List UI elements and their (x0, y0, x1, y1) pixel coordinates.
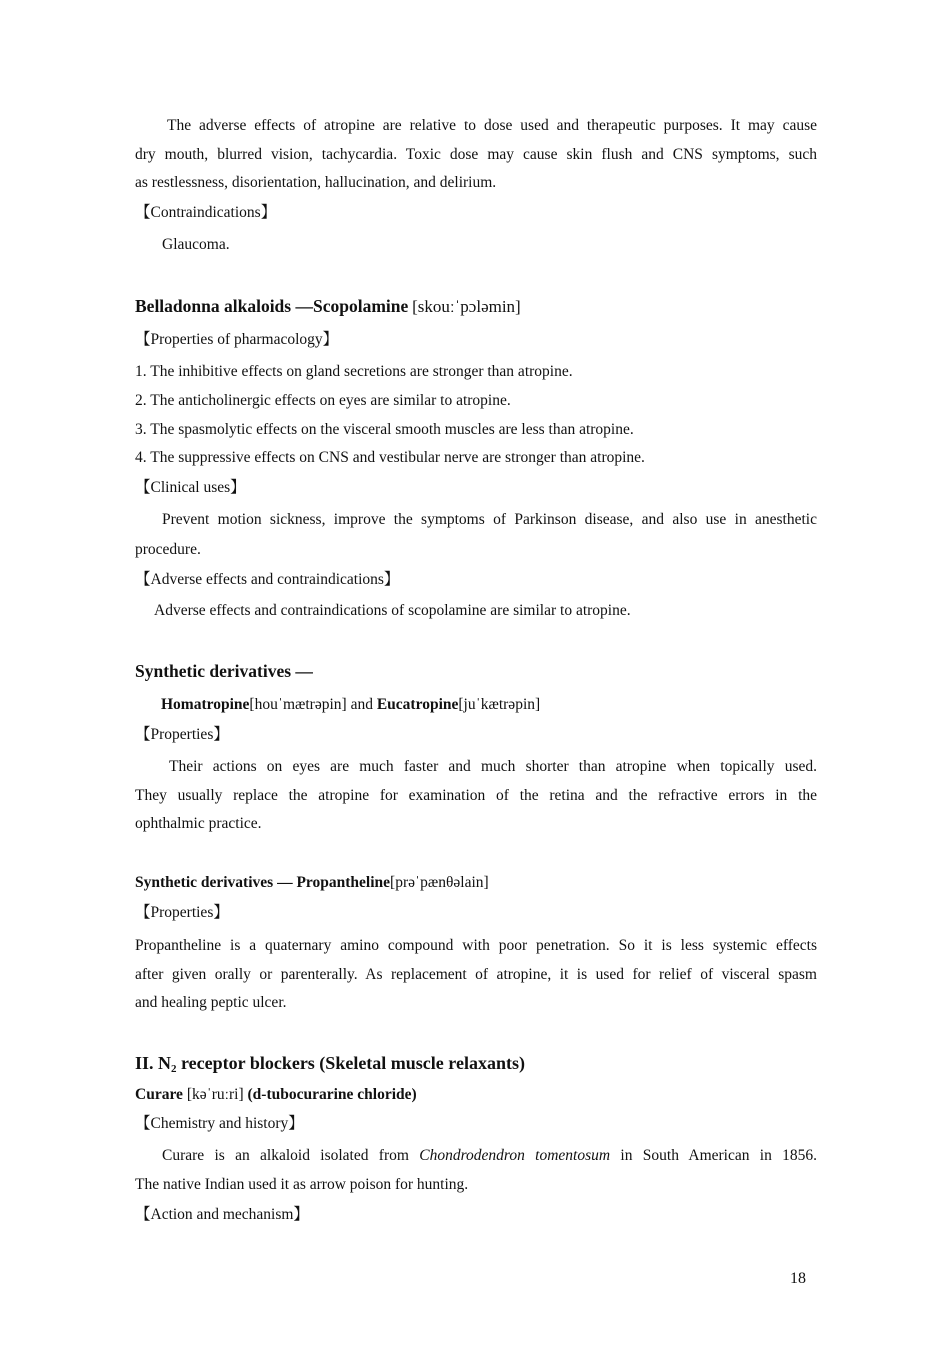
scopolamine-item-4: 4. The suppressive effects on CNS and vestibular nerve are stronger than atropine. (135, 449, 645, 466)
curare-line-1-start: Curare is an alkaloid isolated from (162, 1147, 409, 1164)
homatropine-name: Homatropine (161, 696, 250, 713)
n2-title-subscript: 2 (171, 1063, 177, 1075)
curare-line-1-end: in South American in 1856. (620, 1147, 818, 1164)
synthetic-derivatives-heading: Synthetic derivatives — (135, 661, 313, 681)
synthetic1-line-3: ophthalmic practice. (135, 815, 262, 832)
curare-line-2: The native Indian used it as arrow poison for hunting. (135, 1176, 469, 1193)
n2-receptor-heading (135, 1053, 817, 1073)
synthetic1-line-2: They usually replace the atropine for examination of the retina and the refractive errors in the (135, 787, 817, 804)
curare-chemical-name: (d-tubocurarine chloride) (247, 1086, 417, 1103)
curare-pronunciation: [kəˈruːri] (186, 1086, 244, 1103)
eucatropine-name: Eucatropine (376, 696, 459, 713)
propantheline-heading (135, 873, 817, 893)
homatropine-eucatropine-line (161, 695, 843, 715)
scopolamine-item-2: 2. The anticholinergic effects on eyes are similar to atropine. (135, 392, 511, 409)
adverse-atropine-line-2: dry mouth, blurred vision, tachycardia. Toxic dose may cause skin flush and CNS symptoms, such (135, 146, 817, 163)
scopolamine-properties-heading: 【Properties of pharmacology】 (135, 331, 339, 348)
eucatropine-pronunciation: [juˈkætrəpin] (458, 696, 541, 713)
curare-heading (135, 1085, 817, 1105)
clinical-uses-heading: 【Clinical uses】 (135, 479, 246, 496)
synthetic2-line-1: Propantheline is a quaternary amino compound with poor penetration. So it is less systemic effects (135, 937, 817, 954)
homatropine-pronunciation: [houˈmætrəpin] (249, 696, 347, 713)
curare-line-1 (135, 1146, 817, 1166)
adverse-atropine-line-3: as restlessness, disorientation, hallucination, and delirium. (135, 174, 497, 191)
adverse-atropine-line-1: The adverse effects of atropine are relative to dose used and therapeutic purposes. It may cause (167, 117, 817, 134)
curare-name: Curare (135, 1086, 183, 1103)
contraindications-heading: 【Contraindications】 (135, 204, 277, 221)
action-mechanism-heading: 【Action and mechanism】 (135, 1206, 309, 1223)
scopolamine-title: Belladonna alkaloids —Scopolamine (135, 296, 409, 316)
curare-species-name: Chondrodendron tomentosum (419, 1147, 611, 1164)
page-number: 18 (790, 1270, 806, 1287)
synthetic2-line-2: after given orally or parenterally. As replacement of atropine, it is used for relief of visceral spasm (135, 966, 817, 983)
scopolamine-adverse-text: Adverse effects and contraindications of scopolamine are similar to atropine. (154, 602, 631, 619)
synthetic1-properties-heading: 【Properties】 (135, 726, 229, 743)
scopolamine-heading (135, 296, 817, 318)
contraindications-text: Glaucoma. (162, 236, 230, 253)
clinical-uses-line-2: procedure. (135, 541, 201, 558)
n2-title-prefix: II. N (135, 1053, 172, 1073)
scopolamine-adverse-heading: 【Adverse effects and contraindications】 (135, 571, 400, 588)
scopolamine-pronunciation: [skouːˈpɔləmin] (412, 297, 521, 316)
n2-title-rest: receptor blockers (Skeletal muscle relaxants) (176, 1053, 525, 1073)
synthetic1-line-1: Their actions on eyes are much faster and much shorter than atropine when topically used. (169, 758, 817, 775)
scopolamine-item-1: 1. The inhibitive effects on gland secretions are stronger than atropine. (135, 363, 573, 380)
propantheline-title: Synthetic derivatives — Propantheline (135, 874, 391, 891)
synthetic2-line-3: and healing peptic ulcer. (135, 994, 287, 1011)
scopolamine-item-3: 3. The spasmolytic effects on the visceral smooth muscles are less than atropine. (135, 421, 634, 438)
synthetic2-properties-heading: 【Properties】 (135, 904, 229, 921)
chemistry-history-heading: 【Chemistry and history】 (135, 1115, 304, 1132)
propantheline-pronunciation: [prəˈpænθəlain] (390, 874, 489, 891)
and-word: and (350, 696, 373, 713)
clinical-uses-line-1: Prevent motion sickness, improve the symptoms of Parkinson disease, and also use in anesthetic (162, 511, 817, 528)
